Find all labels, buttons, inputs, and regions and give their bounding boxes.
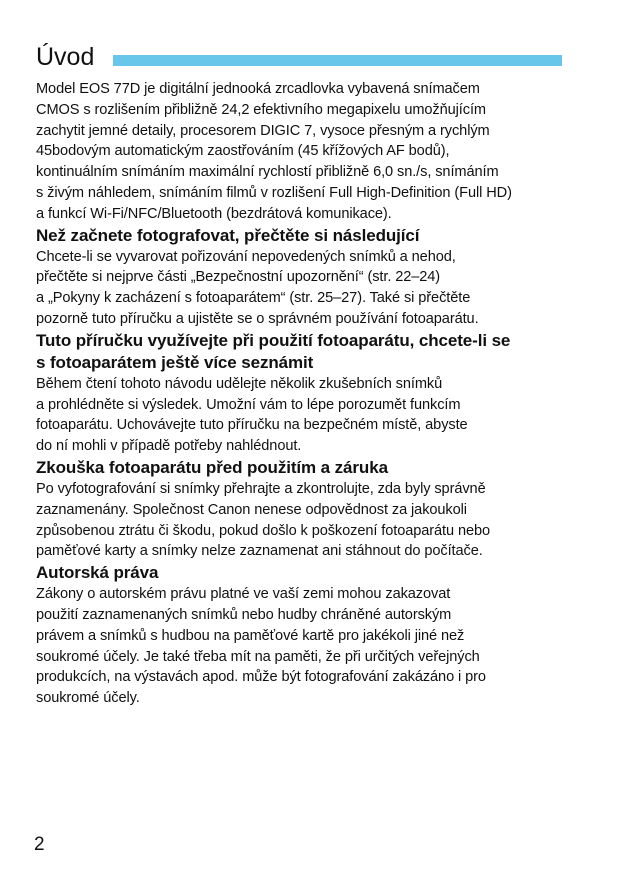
text-line: Model EOS 77D je digitální jednooká zrcadlovka vybavená snímačem [36, 81, 480, 97]
heading-line: s fotoaparátem ještě více seznámit [36, 352, 314, 372]
section-copyright [36, 562, 566, 709]
text-line: soukromé účely. Je také třeba mít na paměti, že při určitých veřejných [36, 648, 480, 665]
section-heading [36, 330, 566, 374]
text-line: s živým náhledem, snímáním filmů v rozlišení Full High-Definition (Full HD) [36, 184, 512, 201]
heading-line: Tuto příručku využívejte při použití fotoaparátu, chcete-li se [36, 330, 511, 350]
text-line: Chcete-li se vyvarovat pořizování nepovedených snímků a nehod, [36, 248, 456, 265]
text-line: zachytit jemné detaily, procesorem DIGIC 7, vysoce přesným a rychlým [36, 122, 490, 139]
intro-paragraph [36, 79, 566, 225]
section-paragraph [36, 247, 566, 330]
text-line: a funkcí Wi-Fi/NFC/Bluetooth (bezdrátová komunikace). [36, 205, 392, 222]
text-line: právem a snímků s hudbou na paměťové kartě pro jakékoli jiné než [36, 627, 465, 644]
text-line: kontinuálním snímáním maximální rychlostí přibližně 6,0 sn./s, snímáním [36, 164, 499, 181]
section-test-warranty [36, 457, 566, 562]
page-number: 2 [34, 834, 45, 855]
text-line: 45bodovým automatickým zaostřováním (45 křížových AF bodů), [36, 143, 450, 160]
text-line: fotoaparátu. Uchovávejte tuto příručku na bezpečném místě, abyste [36, 417, 468, 434]
text-line: pozorně tuto příručku a ujistěte se o správném používání fotoaparátu. [36, 310, 479, 327]
heading-line: Zkouška fotoaparátu před použitím a záruka [36, 457, 388, 477]
text-line: paměťové karty a snímky nelze zaznamenat ani stáhnout do počítače. [36, 543, 483, 560]
page-title: Úvod [36, 43, 95, 71]
section-paragraph [36, 479, 566, 562]
section-use-manual [36, 330, 566, 457]
text-line: a „Pokyny k zacházení s fotoaparátem“ (str. 25–27). Také si přečtěte [36, 290, 471, 307]
page-content [36, 79, 566, 709]
title-row [36, 40, 562, 74]
section-heading [36, 562, 566, 584]
section-paragraph [36, 374, 566, 457]
text-line: Během čtení tohoto návodu udělejte několik zkušebních snímků [36, 375, 443, 392]
text-line: způsobenou ztrátu či škodu, pokud došlo k poškození fotoaparátu nebo [36, 522, 491, 539]
section-heading [36, 225, 566, 247]
heading-line: Autorská práva [36, 563, 159, 583]
text-line: Po vyfotografování si snímky přehrajte a zkontrolujte, zda byly správně [36, 480, 486, 497]
title-accent-bar [113, 55, 562, 66]
section-before-shooting [36, 225, 566, 330]
section-paragraph [36, 584, 566, 709]
text-line: použití zaznamenaných snímků nebo hudby chráněné autorským [36, 606, 452, 623]
section-heading [36, 457, 566, 479]
text-line: přečtěte si nejprve části „Bezpečnostní upozornění“ (str. 22–24) [36, 269, 441, 286]
text-line: a prohlédněte si výsledek. Umožní vám to lépe porozumět funkcím [36, 396, 461, 413]
text-line: do ní mohli v případě potřeby nahlédnout. [36, 438, 302, 455]
text-line: Zákony o autorském právu platné ve vaší zemi mohou zakazovat [36, 586, 451, 603]
text-line: produkcích, na výstavách apod. může být fotografování zakázáno i pro [36, 669, 486, 686]
text-line: soukromé účely. [36, 690, 140, 707]
heading-line: Než začnete fotografovat, přečtěte si následující [36, 225, 420, 245]
text-line: CMOS s rozlišením přibližně 24,2 efektivního megapixelu umožňujícím [36, 101, 486, 118]
text-line: zaznamenány. Společnost Canon nenese odpovědnost za jakoukoli [36, 501, 467, 518]
